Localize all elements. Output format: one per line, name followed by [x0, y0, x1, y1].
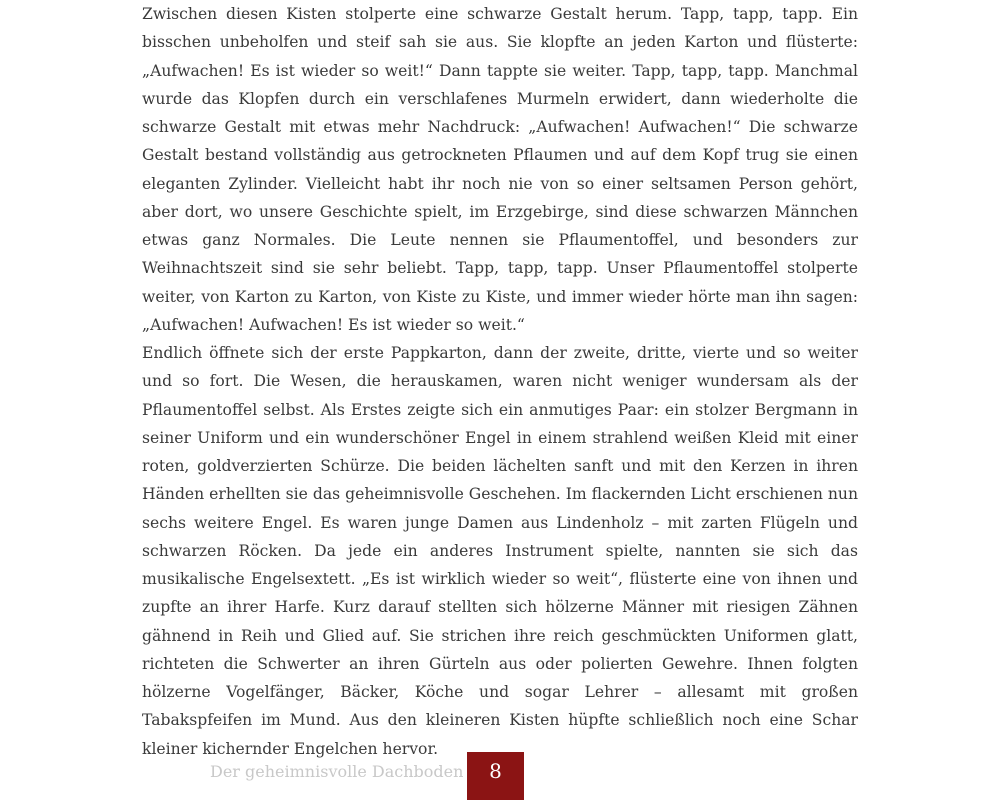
paragraph: Zwischen diesen Kisten stolperte eine schwarze Gestalt herum. Tapp, tapp, tapp. Ein bisschen unbeholfen und steif sah sie aus. Sie klopfte an jeden Karton und flüsterte: „Aufwachen! Es ist wieder so weit!“ Dann tappte sie weiter. Tapp, tapp, tapp. Manchmal wurde das Klopfen durch ein verschlafenes Murmeln erwidert, dann wiederholte die schwarze Gestalt mit etwas mehr Nachdruck: „Aufwachen! Aufwachen!“ Die schwarze Gestalt bestand vollständig aus getrockneten Pflaumen und auf dem Kopf trug sie einen eleganten Zylinder. Vielleicht habt ihr noch nie von so einer seltsamen Person gehört, aber dort, wo unsere Geschichte spielt, im Erzgebirge, sind diese schwarzen Männchen etwas ganz Normales. Die Leute nennen sie Pflaumentoffel, und besonders zur Weihnachtszeit sind sie sehr beliebt. Tapp, tapp, tapp. Unser Pflaumentoffel stolperte weiter, von Karton zu Karton, von Kiste zu Kiste, und immer wieder hörte man ihn sagen: „Aufwachen! Aufwachen! Es ist wieder so weit.“: [142, 5, 858, 334]
running-footer-title: Der geheimnisvolle Dachboden: [210, 762, 464, 781]
paragraph: Endlich öffnete sich der erste Pappkarton, dann der zweite, dritte, vierte und so weiter und so fort. Die Wesen, die herauskamen, waren nicht weniger wundersam als der Pflaumentoffel selbst. Als Erstes zeigte sich ein anmutiges Paar: ein stolzer Bergmann in seiner Uniform und ein wunderschöner Engel in einem strahlend weißen Kleid mit einer roten, goldverzierten Schürze. Die beiden lächelten sanft und mit den Kerzen in ihren Händen erhellten sie das geheimnisvolle Geschehen. Im flackernden Licht erschienen nun sechs weitere Engel. Es waren junge Damen aus Lindenholz – mit zarten Flügeln und schwarzen Röcken. Da jede ein anderes Instrument spielte, nannten sie sich das musikalische Engelsextett. „Es ist wirklich wieder so weit“, flüsterte eine von ihnen und zupfte an ihrer Harfe. Kurz darauf stellten sich hölzerne Männer mit riesigen Zähnen gähnend in Reih und Glied auf. Sie strichen ihre reich geschmückten Uniformen glatt, richteten die Schwerter an ihren Gürteln aus oder polierten Gewehre. Ihnen folgten hölzerne Vogelfänger, Bäcker, Köche und sogar Lehrer – allesamt mit großen Tabakspfeifen im Mund. Aus den kleineren Kisten hüpfte schließlich noch eine Schar kleiner kichernder Engelchen hervor.: [142, 344, 858, 758]
body-text: [142, 0, 858, 763]
page-number: 8: [489, 759, 502, 783]
page-number-badge: [467, 752, 524, 800]
